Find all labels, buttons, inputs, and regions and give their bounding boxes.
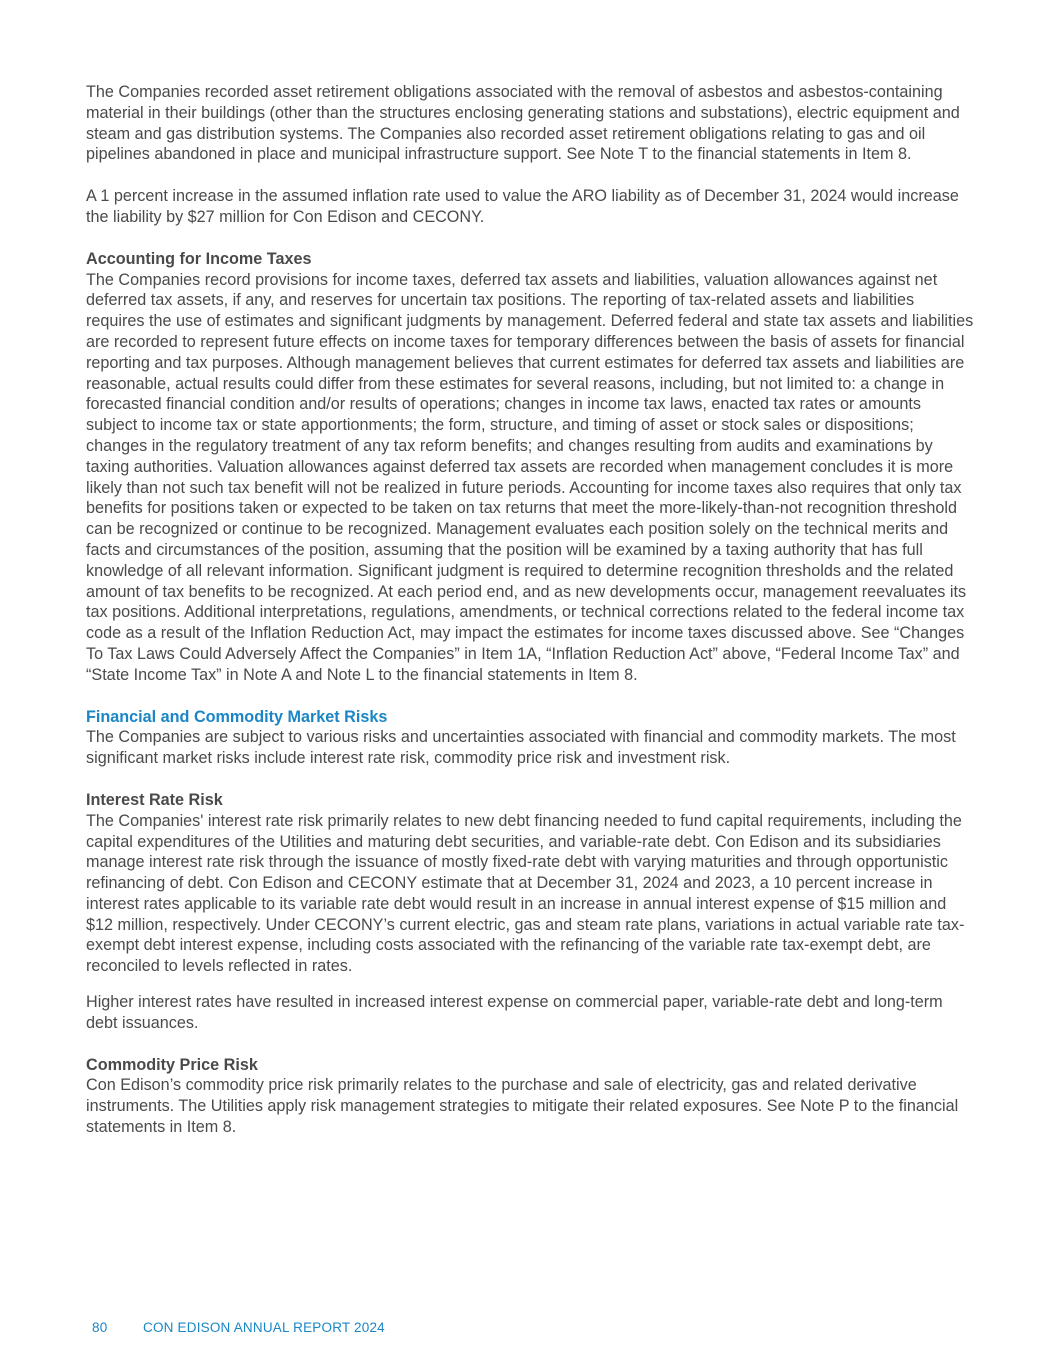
market-risks-heading: Financial and Commodity Market Risks: [86, 707, 388, 726]
interest-rate-risk-heading: Interest Rate Risk: [86, 790, 223, 809]
report-title: CON EDISON ANNUAL REPORT 2024: [143, 1320, 385, 1335]
market-risks-paragraph: The Companies are subject to various risks and uncertainties associated with financial and commodity markets. The most significant market risks include interest rate risk, commodity price risk and investment risk.: [86, 728, 956, 768]
page-footer: [92, 1320, 385, 1335]
page-number: 80: [92, 1320, 108, 1335]
commodity-price-risk-paragraph: Con Edison’s commodity price risk primarily relates to the purchase and sale of electricity, gas and related derivative instruments. The Utilities apply risk management strategies to mitigate their related exposures. See Note P to the financial statements in Item 8.: [86, 1076, 959, 1137]
income-taxes-paragraph: The Companies record provisions for income taxes, deferred tax assets and liabilities, valuation allowances against net deferred tax assets, if any, and reserves for uncertain tax positions. The reporting of tax-related assets and liabilities requires the use of estimates and significant judgments by management. Deferred federal and state tax assets and liabilities are recorded to represent future effects on income taxes for temporary differences between the basis of assets for financial reporting and tax purposes. Although management believes that current estimates for deferred tax assets and liabilities are reasonable, actual results could differ from these estimates for several reasons, including, but not limited to: a change in forecasted financial condition and/or results of operations; changes in income tax laws, enacted tax rates or amounts subject to income tax or state apportionments; the form, structure, and timing of asset or stock sales or dispositions; changes in the regulatory treatment of any tax reform benefits; and changes resulting from audits and examinations by taxing authorities. Valuation allowances against deferred tax assets are recorded when management concludes it is more likely than not such tax benefit will not be realized in future periods. Accounting for income taxes also requires that only tax benefits for positions taken or expected to be taken on tax returns that meet the more-likely-than-not recognition threshold can be recognized or continue to be recognized. Management evaluates each position solely on the technical merits and facts and circumstances of the position, assuming that the position will be examined by a taxing authority that has full knowledge of all relevant information. Significant judgment is required to determine recognition thresholds and the related amount of tax benefits to be recognized. At each period end, and as new developments occur, management reevaluates its tax positions. Additional interpretations, regulations, amendments, or technical corrections related to the federal income tax code as a result of the Inflation Reduction Act, may impact the estimates for income taxes discussed above. See “Changes To Tax Laws Could Adversely Affect the Companies” in Item 1A, “Inflation Reduction Act” above, “Federal Income Tax” and “State Income Tax” in Note A and Note L to the financial statements in Item 8.: [86, 270, 974, 684]
interest-rate-risk-paragraph-2: Higher interest rates have resulted in increased interest expense on commercial paper, variable-rate debt and long-term debt issuances.: [86, 993, 943, 1032]
aro-inflation-paragraph: A 1 percent increase in the assumed inflation rate used to value the ARO liability as of December 31, 2024 would increase the liability by $27 million for Con Edison and CECONY.: [86, 187, 959, 226]
income-taxes-heading: Accounting for Income Taxes: [86, 249, 312, 268]
aro-intro-paragraph: The Companies recorded asset retirement obligations associated with the removal of asbestos and asbestos-containing material in their buildings (other than the structures enclosing generating stations and substations), electric equipment and steam and gas distribution systems. The Companies also recorded asset retirement obligations relating to gas and oil pipelines abandoned in place and municipal infrastructure support. See Note T to the financial statements in Item 8.: [86, 83, 960, 164]
page-content: [86, 82, 974, 1138]
commodity-price-risk-heading: Commodity Price Risk: [86, 1055, 258, 1074]
interest-rate-risk-paragraph: The Companies' interest rate risk primarily relates to new debt financing needed to fund capital requirements, including the capital expenditures of the Utilities and maturing debt securities, and variable-rate debt. Con Edison and its subsidiaries manage interest rate risk through the issuance of mostly fixed-rate debt with varying maturities and through opportunistic refinancing of debt. Con Edison and CECONY estimate that at December 31, 2024 and 2023, a 10 percent increase in interest rates applicable to its variable rate debt would result in an increase in annual interest expense of $15 million and $12 million, respectively. Under CECONY’s current electric, gas and steam rate plans, variations in actual variable rate tax-exempt debt interest expense, including costs associated with the refinancing of the variable rate tax-exempt debt, are reconciled to levels reflected in rates.: [86, 811, 965, 976]
